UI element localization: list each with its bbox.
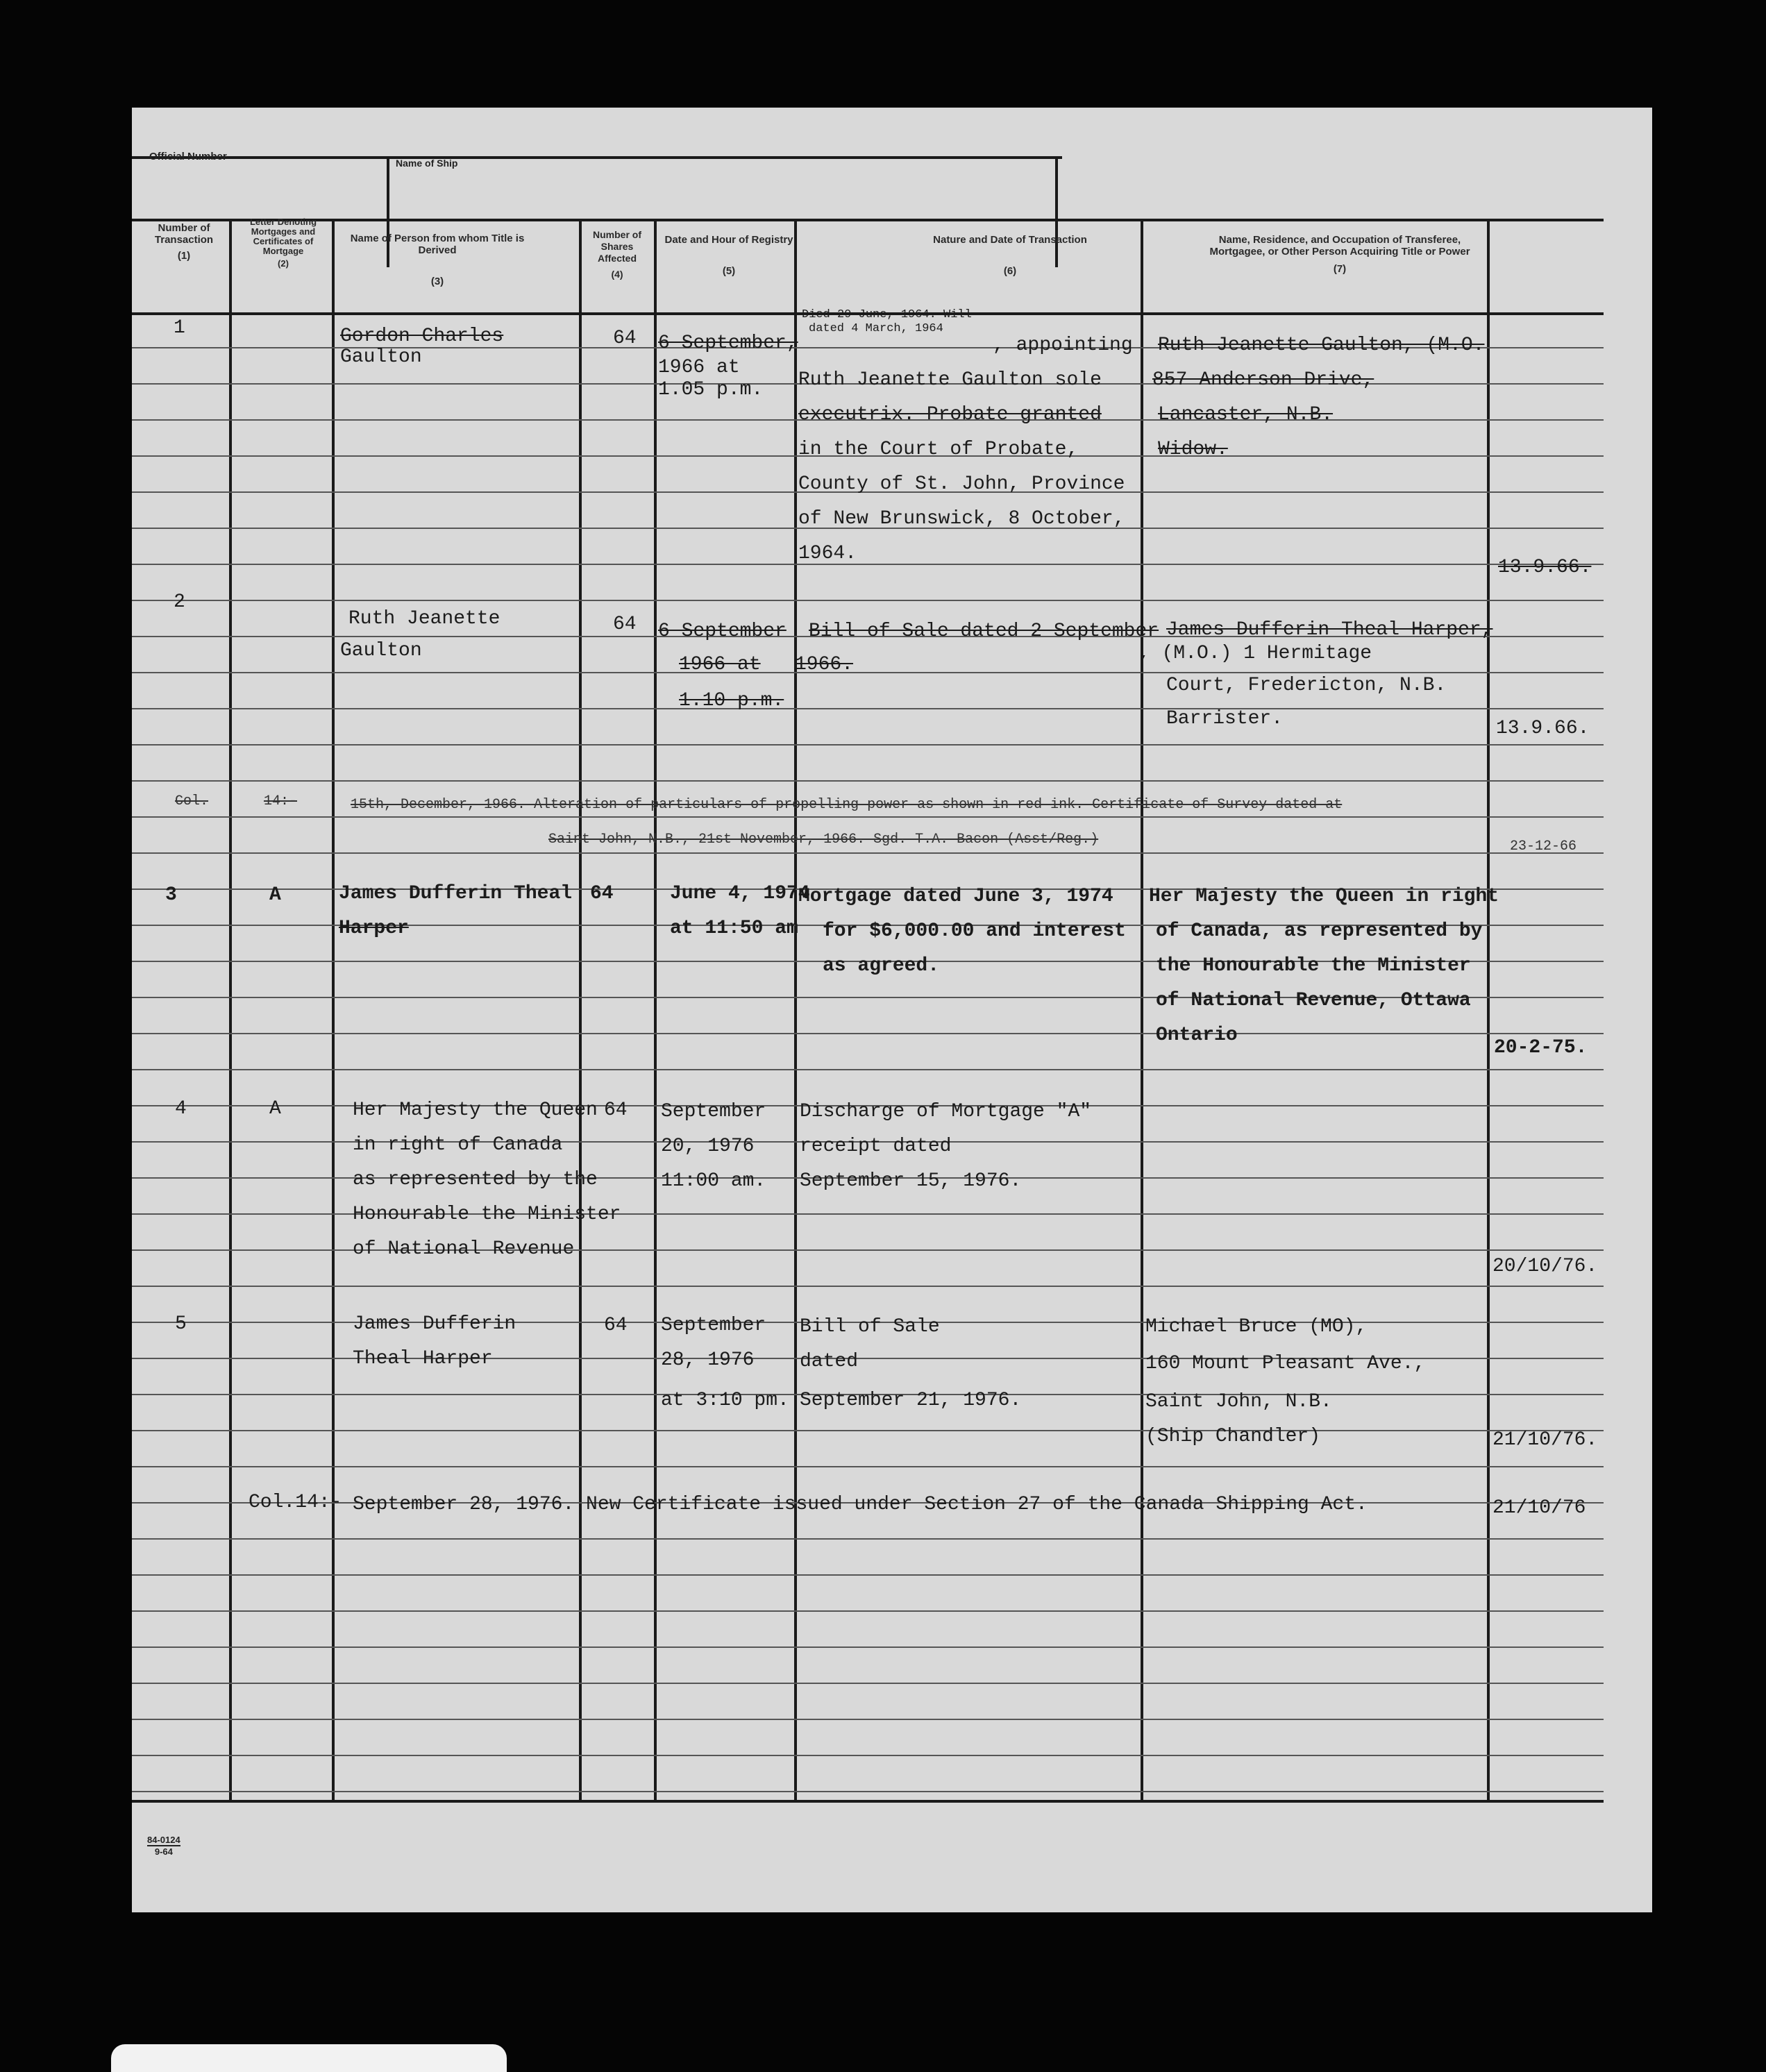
entry4-from-line4: Honourable the Minister [353, 1204, 621, 1225]
entry2-to-line2: , (M.O.) 1 Hermitage [1138, 643, 1372, 664]
entry1-from-line1: Gordon Charles [340, 326, 504, 347]
entry4-end-date: 20/10/76. [1492, 1256, 1598, 1277]
ruled-line [132, 1069, 1604, 1070]
entry4-date-line1: September [661, 1101, 766, 1122]
entry5-to-line1: Michael Bruce (MO), [1145, 1316, 1368, 1338]
ruled-line [132, 780, 1604, 782]
entry2-from-line2: Gaulton [340, 640, 422, 662]
entry5-date-line3: at 3:10 pm. [661, 1390, 789, 1411]
entry5-from-line2: Theal Harper [353, 1348, 493, 1370]
col6-header: Nature and Date of Transaction (6) [933, 234, 1087, 277]
ruled-line [132, 1574, 1604, 1576]
official-number-label: Official Number [149, 151, 227, 162]
entry4-number: 4 [175, 1098, 187, 1120]
entry1-nature-line2: Ruth Jeanette Gaulton sole [798, 369, 1102, 391]
entry2-date-line1: 6 September [658, 621, 787, 642]
header-top-rule [132, 156, 1062, 159]
entry1-date-line1: 6 September, [658, 332, 798, 354]
col2-header: Letter Denoting Mortgages and Certificates of Mortgage (2) [249, 217, 317, 269]
col4-header: Number of Shares Affected (4) [593, 229, 641, 280]
entry3-to-line4: of National Revenue, Ottawa [1156, 990, 1471, 1011]
entry3-date-line1: June 4, 1974 [670, 883, 810, 904]
col5-header: Date and Hour of Registry (5) [664, 234, 793, 277]
entry1-nature-line5: County of St. John, Province [798, 473, 1125, 495]
ruled-line [132, 1286, 1604, 1287]
entry3-date-line2: at 11:50 am [670, 918, 798, 939]
entry1-to-line4: Widow. [1158, 439, 1228, 460]
entry2-number: 2 [174, 591, 185, 613]
entry1-nature-line7: 1964. [798, 543, 857, 564]
entry1-date-line2: 1966 at [658, 357, 740, 378]
entry4-from-line1: Her Majesty the Queen [353, 1100, 598, 1121]
ruled-line [132, 600, 1604, 601]
col14b-end-date: 21/10/76 [1492, 1497, 1586, 1519]
entry4-nature-line3: September 15, 1976. [800, 1170, 1022, 1192]
entry4-from-line3: as represented by the [353, 1169, 598, 1190]
page-corner-tab [111, 2044, 507, 2072]
entry5-nature-line2: dated [800, 1351, 859, 1372]
entry5-to-line4: (Ship Chandler) [1145, 1426, 1321, 1447]
entry4-date-line2: 20, 1976 [661, 1136, 755, 1157]
entry1-shares: 64 [613, 328, 637, 349]
entry4-letter: A [269, 1098, 281, 1120]
ship-name-label: Name of Ship [396, 158, 458, 169]
col14a-code: 14:- [264, 793, 298, 809]
entry4-from-line2: in right of Canada [353, 1134, 563, 1156]
ruled-line [132, 1646, 1604, 1648]
ruled-line [132, 1430, 1604, 1431]
entry5-to-line2: 160 Mount Pleasant Ave., [1145, 1353, 1426, 1374]
ruled-line [132, 1466, 1604, 1467]
entry5-date-line2: 28, 1976 [661, 1349, 755, 1371]
ruled-line [132, 1538, 1604, 1540]
entry2-from-line1: Ruth Jeanette [348, 608, 501, 630]
entry1-nature-line3: executrix. Probate granted [798, 404, 1102, 426]
entry4-nature-line2: receipt dated [800, 1136, 952, 1157]
ruled-line [132, 1755, 1604, 1756]
entry1-number: 1 [174, 317, 185, 339]
entry3-from-line1: James Dufferin Theal [339, 883, 573, 904]
ruled-line [132, 816, 1604, 818]
entry3-to-line3: the Honourable the Minister [1156, 955, 1471, 977]
entry2-nature-line2: 1966. [795, 654, 854, 675]
entry3-end-date: 20-2-75. [1494, 1037, 1588, 1059]
entry4-nature-line1: Discharge of Mortgage "A" [800, 1101, 1092, 1122]
entry4-shares: 64 [604, 1100, 628, 1121]
entry5-number: 5 [175, 1313, 187, 1335]
entry3-to-line5: Ontario [1156, 1025, 1238, 1046]
entry1-end-date: 13.9.66. [1498, 557, 1592, 578]
entry1-date-line3: 1.05 p.m. [658, 379, 764, 401]
entry1-nature-line4: in the Court of Probate, [798, 439, 1079, 460]
entry3-nature-line1: Mortgage dated June 3, 1974 [798, 886, 1113, 907]
ruled-line [132, 744, 1604, 746]
ruled-line [132, 1610, 1604, 1612]
ruled-line [132, 1033, 1604, 1034]
entry3-shares: 64 [590, 883, 614, 904]
col14b-line: September 28, 1976. New Certificate issued under Section 27 of the Canada Shipping Act. [353, 1494, 1368, 1515]
col14a-end-date: 23-12-66 [1510, 839, 1577, 854]
entry5-date-line1: September [661, 1315, 766, 1336]
entry1-nature-line1: , appointing [993, 335, 1133, 356]
table-bottom-rule [132, 1800, 1604, 1803]
entry1-to-line3: Lancaster, N.B. [1158, 404, 1334, 426]
entry3-to-line1: Her Majesty the Queen in right [1149, 886, 1499, 907]
entry2-to-line4: Barrister. [1166, 708, 1284, 730]
entry1-to-line1: Ruth Jeanette Gaulton, (M.O. [1158, 335, 1485, 356]
ruled-line [132, 1683, 1604, 1684]
ruled-line [132, 852, 1604, 854]
entry2-nature-line1: Bill of Sale dated 2 September [809, 621, 1159, 642]
ruled-line [132, 1791, 1604, 1792]
entry2-to-line3: Court, Fredericton, N.B. [1166, 675, 1447, 696]
entry5-end-date: 21/10/76. [1492, 1429, 1598, 1451]
entry1-nature-line6: of New Brunswick, 8 October, [798, 508, 1125, 530]
entry2-end-date: 13.9.66. [1496, 718, 1590, 739]
entry3-nature-line2: for $6,000.00 and interest [823, 920, 1126, 942]
register-page [132, 108, 1652, 1912]
entry1-nature-small2: dated 4 March, 1964 [809, 322, 943, 335]
entry1-nature-small1: Died 29 June, 1964. Will [802, 308, 972, 321]
entry1-from-line2: Gaulton [340, 346, 422, 368]
ruled-line [132, 708, 1604, 709]
ruled-line [132, 1719, 1604, 1720]
entry5-nature-line1: Bill of Sale [800, 1316, 940, 1338]
entry4-from-line5: of National Revenue [353, 1238, 575, 1260]
entry5-to-line3: Saint John, N.B. [1145, 1391, 1332, 1413]
entry3-number: 3 [165, 884, 177, 906]
entry2-date-line3: 1.10 p.m. [679, 690, 784, 711]
entry2-date-line2: 1966 at [679, 654, 761, 675]
entry2-shares: 64 [613, 614, 637, 635]
col3-header: Name of Person from whom Title is Derived (3) [350, 233, 525, 287]
entry5-shares: 64 [604, 1315, 628, 1336]
col14a-line2: Saint John, N.B., 21st November, 1966. Sgd. T.A. Bacon (Asst/Reg.) [548, 832, 1099, 848]
entry1-to-line2: 857 Anderson Drive, [1152, 369, 1374, 391]
entry4-date-line3: 11:00 am. [661, 1170, 766, 1192]
col14a-col: Col. [175, 793, 209, 809]
entry3-to-line2: of Canada, as represented by [1156, 920, 1483, 942]
col7-header: Name, Residence, and Occupation of Transferee, Mortgagee, or Other Person Acquiring Title or Power (7) [1209, 234, 1470, 275]
col14b-code: Col.14:- [249, 1492, 342, 1513]
ruled-line [132, 672, 1604, 673]
columns-top-rule [132, 219, 1604, 221]
entry3-letter: A [269, 884, 281, 906]
entry5-from-line1: James Dufferin [353, 1313, 516, 1335]
entry3-nature-line3: as agreed. [823, 955, 940, 977]
entry5-nature-line3: September 21, 1976. [800, 1390, 1022, 1411]
col14a-line1: 15th, December, 1966. Alteration of particulars of propelling power as shown in red ink. Certificate of Survey dated at [351, 797, 1343, 813]
form-code: 84-0124 9-64 [147, 1835, 180, 1857]
entry2-to-line1: James Dufferin Theal Harper, [1166, 619, 1493, 641]
entry3-from-line2: Harper [339, 918, 409, 939]
col1-header: Number of Transaction (1) [154, 222, 214, 262]
ruled-line [132, 564, 1604, 565]
